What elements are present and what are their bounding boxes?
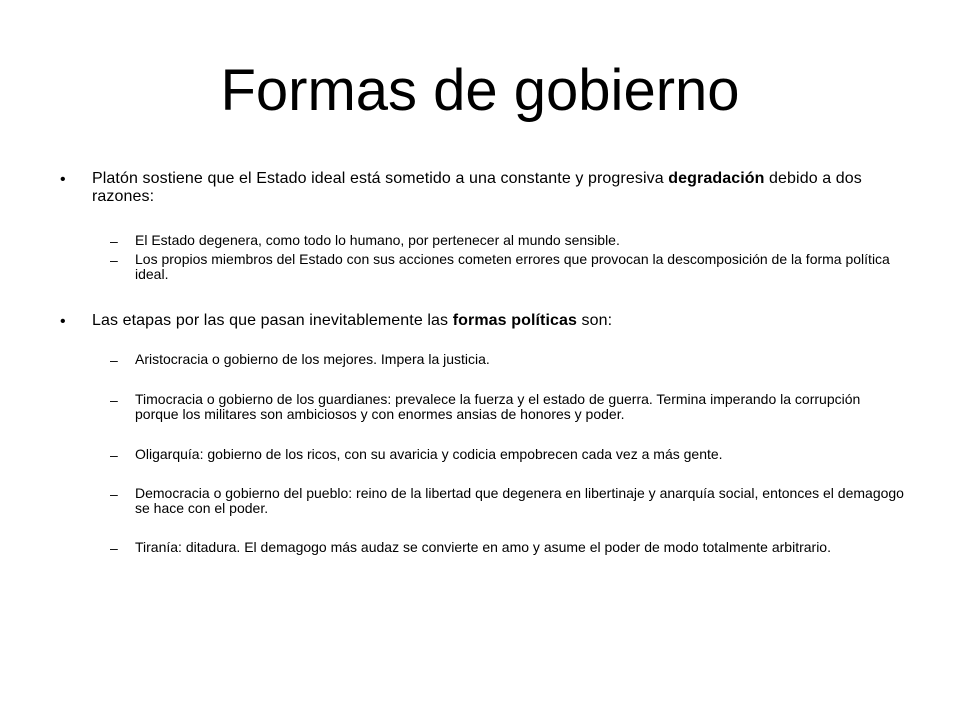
slide-title: Formas de gobierno — [220, 58, 740, 123]
sub-dash: – — [110, 486, 118, 502]
bullet-dot: • — [60, 313, 66, 330]
sub-item-text: Tiranía: ditadura. El demagogo más audaz se convierte en amo y asume el poder de modo totalmente arbitrario. — [135, 539, 831, 555]
sub-dash: – — [110, 352, 118, 368]
bullet-text-part: Platón sostiene que el Estado ideal está sometido a una constante y progresiva — [92, 170, 669, 187]
bullet-text-part: Las etapas por las que pasan inevitablemente las — [92, 312, 453, 329]
bullet-text — [92, 312, 892, 330]
bullet-text-part: debido a dos razones: — [92, 170, 862, 205]
sub-dash: – — [110, 540, 118, 556]
bullet-dot: • — [60, 171, 66, 188]
sub-dash: – — [110, 233, 118, 249]
bullet-emphasis: degradación — [668, 170, 765, 187]
bullet-text — [92, 170, 892, 206]
sub-dash: – — [110, 447, 118, 463]
sub-item-text: Timocracia o gobierno de los guardianes: prevalece la fuerza y el estado de guerra. Termina imperando la corrupción porque los militares son ambiciosos y con enormes ansias de honores y poder. — [135, 391, 861, 422]
sub-dash: – — [110, 252, 118, 268]
sub-item-text: Oligarquía: gobierno de los ricos, con su avaricia y codicia empobrecen cada vez a más gente. — [135, 446, 723, 462]
sub-item-text: El Estado degenera, como todo lo humano, por pertenecer al mundo sensible. — [135, 232, 620, 248]
sub-item-text: Democracia o gobierno del pueblo: reino de la libertad que degenera en libertinaje y anarquía social, entonces el demagogo se hace con el poder. — [135, 485, 904, 516]
sub-dash: – — [110, 392, 118, 408]
bullet-emphasis: formas políticas — [452, 312, 578, 329]
bullet-text-part: son: — [577, 312, 613, 329]
sub-item-text: Aristocracia o gobierno de los mejores. Impera la justicia. — [135, 351, 490, 367]
sub-item-text: Los propios miembros del Estado con sus acciones cometen errores que provocan la descomposición de la forma política ideal. — [135, 251, 890, 282]
